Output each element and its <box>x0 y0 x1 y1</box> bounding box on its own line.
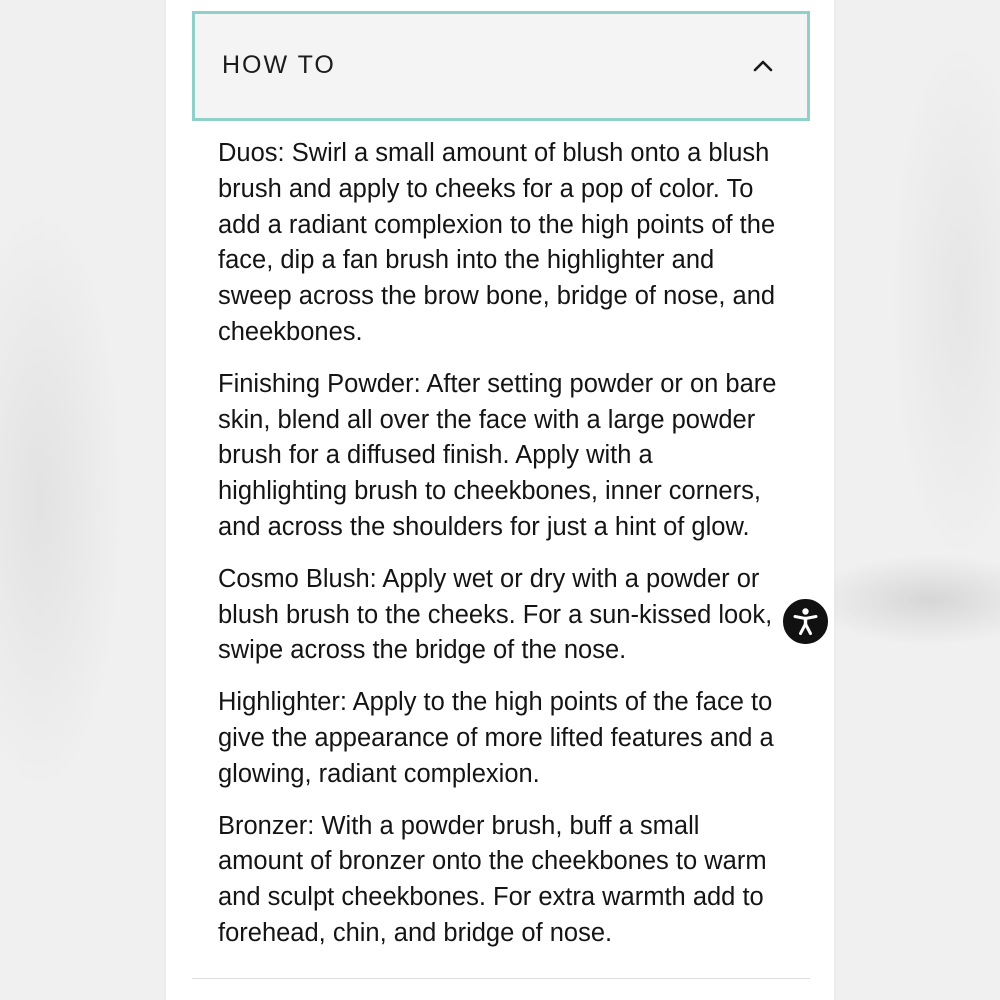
accessibility-person-icon <box>789 605 822 638</box>
how-to-content <box>218 136 788 968</box>
chevron-up-icon[interactable] <box>751 54 775 78</box>
instruction-duos: Duos: Swirl a small amount of blush onto a blush brush and apply to cheeks for a pop of color. To add a radiant complexion to the high points of the face, dip a fan brush into the highlighter and sweep across the brow bone, bridge of nose, and cheekbones. <box>218 139 776 346</box>
section-divider <box>192 978 810 979</box>
product-details-panel <box>166 0 834 1000</box>
instruction-bronzer: Bronzer: With a powder brush, buff a small amount of bronzer onto the cheekbones to warm and sculpt cheekbones. For extra warmth add to forehead, chin, and bridge of nose. <box>218 811 767 947</box>
instruction-finishing-powder: Finishing Powder: After setting powder or on bare skin, blend all over the face with a large powder brush for a diffused finish. Apply with a highlighting brush to cheekbones, inner corners, and across the shoulders for just a hint of glow. <box>218 369 777 541</box>
instruction-highlighter: Highlighter: Apply to the high points of the face to give the appearance of more lifted features and a glowing, radiant complexion. <box>218 688 774 788</box>
accordion-title: HOW TO <box>222 51 336 79</box>
instruction-cosmo-blush: Cosmo Blush: Apply wet or dry with a powder or blush brush to the cheeks. For a sun-kissed look, swipe across the bridge of the nose. <box>218 564 773 665</box>
accessibility-button[interactable] <box>781 597 830 646</box>
how-to-accordion-header[interactable] <box>192 11 810 121</box>
